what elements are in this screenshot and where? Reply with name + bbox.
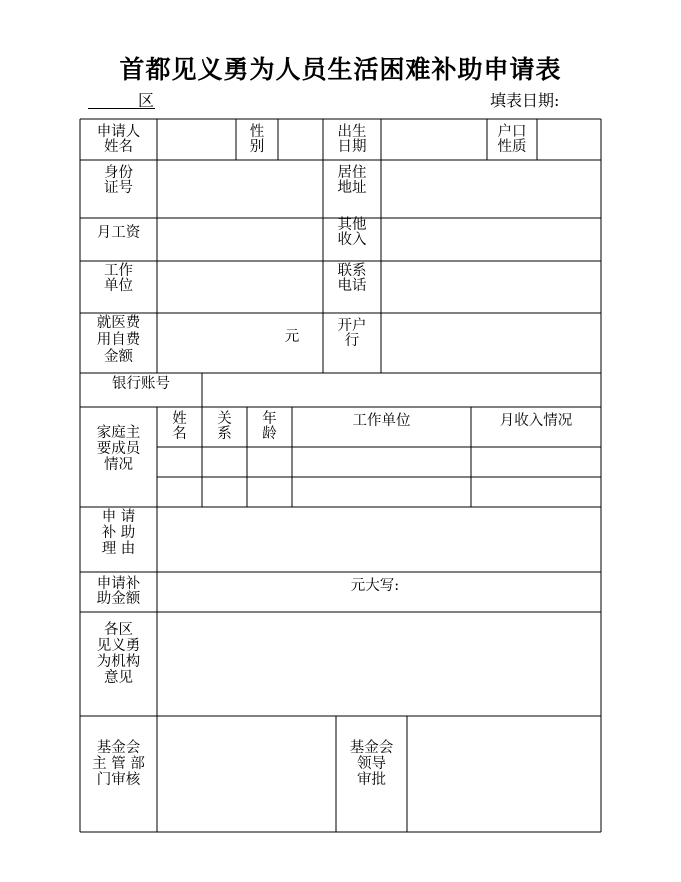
leader-approval-label: 基金会 领导 审批 (349, 740, 394, 788)
bank-label: 开户 行 (337, 318, 367, 349)
reason-field[interactable] (157, 507, 601, 572)
bank-field[interactable] (381, 313, 601, 373)
leader-approval-field[interactable] (407, 716, 601, 832)
contact-phone-label: 联系 电话 (337, 263, 367, 294)
family-col-relation: 关 系 (217, 411, 232, 442)
fill-date-label: 填表日期: (490, 91, 560, 110)
applicant-name-field[interactable] (157, 119, 236, 160)
address-field[interactable] (381, 160, 601, 218)
work-unit-label: 工作 单位 (104, 263, 133, 294)
family-col-work-unit: 工作单位 (352, 412, 411, 429)
other-income-label: 其他 收入 (337, 217, 367, 248)
amount-label: 申请补 助金额 (96, 576, 141, 607)
district-opinion-label: 各区 见义勇 为机构 意见 (96, 622, 141, 686)
family-row-2[interactable] (157, 477, 601, 507)
applicant-name-label: 申请人 姓名 (96, 123, 141, 155)
district-label: 区 (138, 91, 155, 110)
amount-capital-label: 元大写: (350, 577, 400, 594)
birth-date-field[interactable] (381, 119, 487, 160)
medical-expense-field[interactable] (157, 313, 277, 373)
family-members-label: 家庭主 要成员 情况 (96, 425, 141, 473)
medical-expense-label: 就医费 用自费 金额 (96, 315, 141, 365)
family-col-age: 年 龄 (262, 411, 277, 442)
monthly-salary-label: 月工资 (96, 225, 141, 241)
family-row-1[interactable] (157, 447, 601, 477)
contact-phone-field[interactable] (381, 261, 601, 313)
birth-date-label: 出生 日期 (337, 123, 367, 155)
id-number-label: 身份 证号 (104, 165, 133, 196)
dept-review-label: 基金会 主 管 部 门审核 (92, 740, 145, 788)
district-opinion-field[interactable] (157, 612, 601, 716)
dept-review-field[interactable] (157, 716, 336, 832)
yuan-unit-label: 元 (284, 328, 300, 345)
work-unit-field[interactable] (157, 261, 323, 313)
id-number-field[interactable] (157, 160, 323, 218)
gender-field[interactable] (278, 119, 323, 160)
amount-field[interactable] (157, 572, 601, 612)
monthly-salary-field[interactable] (157, 218, 323, 261)
bank-account-label: 银行账号 (112, 375, 170, 392)
household-type-field[interactable] (537, 119, 601, 160)
household-type-label: 户口 性质 (497, 123, 527, 155)
other-income-field[interactable] (381, 218, 601, 261)
bank-account-field[interactable] (202, 373, 601, 407)
reason-label: 申 请 补 助 理 由 (101, 509, 136, 557)
family-col-income: 月收入情况 (499, 412, 573, 429)
gender-label: 性 别 (249, 123, 265, 155)
form-title: 首都见义勇为人员生活困难补助申请表 (119, 55, 562, 84)
address-label: 居住 地址 (337, 165, 367, 196)
family-col-name: 姓 名 (172, 411, 187, 442)
